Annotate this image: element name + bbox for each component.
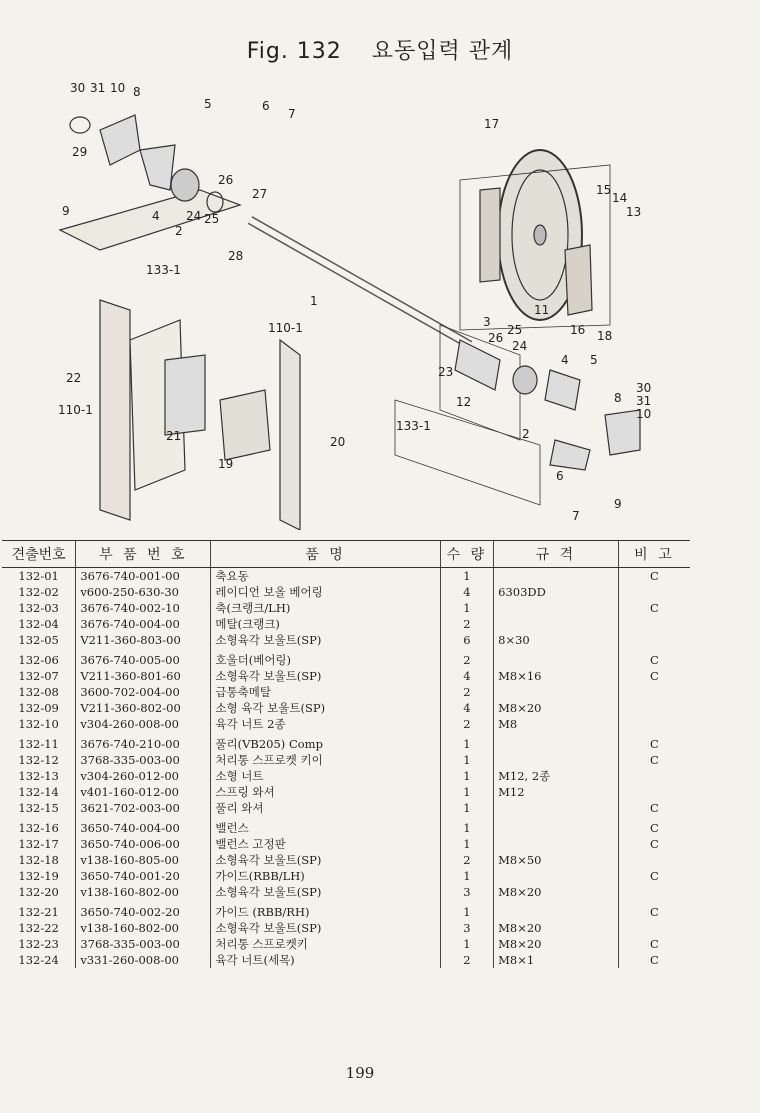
row-remark: [618, 584, 690, 600]
row-part-no: 3676-740-210-00: [76, 732, 211, 752]
row-part-no: V211-360-802-00: [76, 700, 211, 716]
row-qty: 1: [440, 784, 493, 800]
row-item-no: 132-11: [18, 737, 59, 751]
callout-label: 4: [152, 209, 160, 223]
row-spec: M8×20: [494, 936, 619, 952]
table-row: [2, 868, 690, 884]
row-part-no: 3621-702-003-00: [76, 800, 211, 816]
figure-label: Fig. 132: [246, 39, 342, 64]
callout-label: 28: [228, 249, 244, 263]
page-number: 199: [345, 1064, 375, 1082]
row-name: 축(크랭크/LH): [211, 600, 440, 616]
row-part-no: 3650-740-004-00: [76, 816, 211, 836]
row-qty: 1: [440, 568, 493, 585]
row-qty: 2: [440, 648, 493, 668]
row-item-no: 132-01: [18, 569, 59, 583]
callout-label: 31: [90, 81, 106, 95]
row-part-no: 3676-740-004-00: [76, 616, 211, 632]
row-name: 소형육각 보울트(SP): [211, 668, 440, 684]
row-item-no: 132-14: [18, 785, 59, 799]
row-remark: C: [618, 836, 690, 852]
callout-label: 9: [614, 497, 622, 511]
row-name: 밸런스: [211, 816, 440, 836]
table-row: [2, 800, 690, 816]
callout-label: 10: [636, 407, 652, 421]
callout-label: 5: [590, 353, 598, 367]
callout-label: 30: [636, 381, 652, 395]
row-remark: [618, 768, 690, 784]
row-remark: [618, 920, 690, 936]
row-part-no: v138-160-802-00: [76, 884, 211, 900]
callout-label: 1: [310, 294, 318, 308]
row-item-no: 132-10: [18, 717, 59, 731]
callout-label: 27: [252, 187, 268, 201]
callout-label: 11: [534, 303, 550, 317]
row-qty: 2: [440, 852, 493, 868]
table-body: [2, 568, 690, 969]
row-item-no: 132-24: [18, 953, 59, 967]
row-qty: 2: [440, 616, 493, 632]
row-item-no: 132-08: [18, 685, 59, 699]
row-remark: C: [618, 752, 690, 768]
table-row: [2, 584, 690, 600]
table-row: [2, 816, 690, 836]
callout-label: 31: [636, 394, 652, 408]
row-name: 소형육각 보울트(SP): [211, 920, 440, 936]
table-row: [2, 716, 690, 732]
row-name: 소형육각 보울트(SP): [211, 852, 440, 868]
row-qty: 2: [440, 684, 493, 700]
row-part-no: v138-160-805-00: [76, 852, 211, 868]
row-remark: [618, 784, 690, 800]
table-row: [2, 684, 690, 700]
callout-label: 7: [572, 509, 580, 523]
row-spec: [494, 816, 619, 836]
row-spec: [494, 732, 619, 752]
row-name: 처리통 스프로켓키: [211, 936, 440, 952]
row-remark: [618, 884, 690, 900]
exploded-parts-diagram: [0, 70, 760, 530]
callout-label: 14: [612, 191, 628, 205]
row-item-no: 132-16: [18, 821, 59, 835]
callout-label: 16: [570, 323, 586, 337]
row-remark: [618, 700, 690, 716]
row-item-no: 132-13: [18, 769, 59, 783]
row-item-no: 132-02: [18, 585, 59, 599]
row-name: 육각 너트(세목): [211, 952, 440, 968]
callout-label: 20: [330, 435, 346, 449]
row-remark: C: [618, 800, 690, 816]
row-item-no: 132-17: [18, 837, 59, 851]
callout-label: 8: [614, 391, 622, 405]
callout-label: 26: [488, 331, 504, 345]
row-qty: 1: [440, 800, 493, 816]
row-item-no: 132-15: [18, 801, 59, 815]
row-item-no: 132-21: [18, 905, 59, 919]
row-spec: [494, 868, 619, 884]
row-remark: C: [618, 952, 690, 968]
row-item-no: 132-18: [18, 853, 59, 867]
callout-label: 12: [456, 395, 472, 409]
figure-name: 요동입력 관계: [371, 39, 514, 64]
callout-label: 6: [262, 99, 270, 113]
row-part-no: v304-260-008-00: [76, 716, 211, 732]
row-qty: 3: [440, 920, 493, 936]
row-item-no: 132-23: [18, 937, 59, 951]
row-spec: M8: [494, 716, 619, 732]
row-name: 소형육각 보울트(SP): [211, 884, 440, 900]
row-item-no: 132-22: [18, 921, 59, 935]
row-qty: 1: [440, 836, 493, 852]
row-qty: 4: [440, 668, 493, 684]
callout-label: 2: [522, 427, 530, 441]
header-qty: 수 량: [440, 541, 493, 568]
row-item-no: 132-06: [18, 653, 59, 667]
callout-label: 24: [512, 339, 528, 353]
row-remark: C: [618, 936, 690, 952]
row-item-no: 132-05: [18, 633, 59, 647]
table-row: [2, 884, 690, 900]
callout-label: 21: [166, 429, 182, 443]
row-item-no: 132-04: [18, 617, 59, 631]
row-remark: C: [618, 900, 690, 920]
row-part-no: 3600-702-004-00: [76, 684, 211, 700]
row-qty: 3: [440, 884, 493, 900]
row-name: 스프링 와셔: [211, 784, 440, 800]
row-name: 급통축메탈: [211, 684, 440, 700]
row-spec: [494, 648, 619, 668]
table-row: [2, 632, 690, 648]
row-remark: [618, 852, 690, 868]
row-qty: 1: [440, 900, 493, 920]
row-spec: M8×1: [494, 952, 619, 968]
callout-label: 133-1: [146, 263, 181, 277]
row-spec: [494, 752, 619, 768]
row-item-no: 132-20: [18, 885, 59, 899]
row-remark: [618, 716, 690, 732]
row-name: 밸런스 고정판: [211, 836, 440, 852]
row-spec: M12, 2종: [494, 768, 619, 784]
row-remark: C: [618, 816, 690, 836]
row-spec: M8×20: [494, 920, 619, 936]
table-row: [2, 668, 690, 684]
row-part-no: V211-360-801-60: [76, 668, 211, 684]
row-remark: C: [618, 568, 690, 585]
table-row: [2, 784, 690, 800]
row-spec: [494, 800, 619, 816]
row-qty: 6: [440, 632, 493, 648]
row-qty: 1: [440, 768, 493, 784]
table-row: [2, 836, 690, 852]
row-name: 가이드(RBB/LH): [211, 868, 440, 884]
row-part-no: v138-160-802-00: [76, 920, 211, 936]
callout-label: 6: [556, 469, 564, 483]
header-name: 품 명: [211, 541, 440, 568]
callout-label: 22: [66, 371, 82, 385]
table-row: [2, 616, 690, 632]
row-name: 처리통 스프로켓 키이: [211, 752, 440, 768]
row-qty: 4: [440, 584, 493, 600]
row-qty: 1: [440, 816, 493, 836]
row-remark: [618, 632, 690, 648]
table-row: [2, 732, 690, 752]
row-qty: 4: [440, 700, 493, 716]
row-spec: M8×50: [494, 852, 619, 868]
row-name: 소형육각 보울트(SP): [211, 632, 440, 648]
row-remark: C: [618, 668, 690, 684]
callout-label: 19: [218, 457, 234, 471]
row-spec: 8×30: [494, 632, 619, 648]
table-row: [2, 568, 690, 585]
row-part-no: 3676-740-001-00: [76, 568, 211, 585]
table-row: [2, 768, 690, 784]
header-item-no: 견출번호: [2, 541, 76, 568]
row-item-no: 132-19: [18, 869, 59, 883]
row-part-no: 3676-740-002-10: [76, 600, 211, 616]
row-item-no: 132-07: [18, 669, 59, 683]
row-name: 풀리 와셔: [211, 800, 440, 816]
table-row: [2, 900, 690, 920]
row-name: 풀리(VB205) Comp: [211, 732, 440, 752]
callout-label: 110-1: [58, 403, 93, 417]
callout-label: 3: [483, 315, 491, 329]
row-part-no: v331-260-008-00: [76, 952, 211, 968]
callout-label: 18: [597, 329, 613, 343]
table-row: [2, 648, 690, 668]
row-part-no: 3650-740-001-20: [76, 868, 211, 884]
row-name: 호울더(베어링): [211, 648, 440, 668]
row-spec: [494, 600, 619, 616]
header-spec: 규 격: [494, 541, 619, 568]
parts-table: [2, 540, 690, 968]
callout-label: 29: [72, 145, 88, 159]
row-name: 축요동: [211, 568, 440, 585]
callout-label: 25: [204, 212, 220, 226]
row-remark: C: [618, 732, 690, 752]
row-qty: 1: [440, 600, 493, 616]
callout-label: 9: [62, 204, 70, 218]
table-header-row: [2, 541, 690, 568]
callout-label: 5: [204, 97, 212, 111]
row-part-no: 3650-740-002-20: [76, 900, 211, 920]
row-spec: [494, 616, 619, 632]
row-qty: 2: [440, 952, 493, 968]
row-remark: [618, 684, 690, 700]
callout-label: 17: [484, 117, 500, 131]
row-spec: M8×16: [494, 668, 619, 684]
table-row: [2, 952, 690, 968]
row-qty: 1: [440, 752, 493, 768]
row-item-no: 132-03: [18, 601, 59, 615]
callout-label: 25: [507, 323, 523, 337]
row-part-no: v600-250-630-30: [76, 584, 211, 600]
row-part-no: 3676-740-005-00: [76, 648, 211, 668]
row-part-no: 3768-335-003-00: [76, 752, 211, 768]
row-spec: 6303DD: [494, 584, 619, 600]
row-spec: [494, 900, 619, 920]
row-part-no: 3650-740-006-00: [76, 836, 211, 852]
table-row: [2, 700, 690, 716]
callout-label: 8: [133, 85, 141, 99]
row-part-no: v304-260-012-00: [76, 768, 211, 784]
table-row: [2, 600, 690, 616]
table-row: [2, 752, 690, 768]
row-spec: [494, 568, 619, 585]
row-name: 메탈(크랭크): [211, 616, 440, 632]
callout-label: 23: [438, 365, 454, 379]
row-name: 가이드 (RBB/RH): [211, 900, 440, 920]
callout-label: 110-1: [268, 321, 303, 335]
callout-label: 4: [561, 353, 569, 367]
row-spec: [494, 684, 619, 700]
row-name: 소형 육각 보울트(SP): [211, 700, 440, 716]
callout-label: 13: [626, 205, 642, 219]
callout-label: 10: [110, 81, 126, 95]
callout-label: 24: [186, 209, 202, 223]
row-name: 육각 너트 2종: [211, 716, 440, 732]
row-spec: M8×20: [494, 700, 619, 716]
callout-label: 7: [288, 107, 296, 121]
callout-label: 30: [70, 81, 86, 95]
row-remark: C: [618, 648, 690, 668]
row-spec: M8×20: [494, 884, 619, 900]
row-qty: 1: [440, 732, 493, 752]
header-remark: 비 고: [618, 541, 690, 568]
row-part-no: V211-360-803-00: [76, 632, 211, 648]
row-name: 레이디언 보올 베어링: [211, 584, 440, 600]
callout-label: 2: [175, 224, 183, 238]
table-row: [2, 852, 690, 868]
callout-label: 15: [596, 183, 612, 197]
table-row: [2, 936, 690, 952]
row-spec: [494, 836, 619, 852]
row-item-no: 132-12: [18, 753, 59, 767]
row-qty: 2: [440, 716, 493, 732]
row-qty: 1: [440, 936, 493, 952]
callout-label: 26: [218, 173, 234, 187]
table-row: [2, 920, 690, 936]
row-remark: C: [618, 600, 690, 616]
callout-label: 133-1: [396, 419, 431, 433]
row-remark: C: [618, 868, 690, 884]
row-remark: [618, 616, 690, 632]
row-name: 소형 너트: [211, 768, 440, 784]
header-part-no: 부 품 번 호: [76, 541, 211, 568]
row-spec: M12: [494, 784, 619, 800]
row-qty: 1: [440, 868, 493, 884]
row-part-no: 3768-335-003-00: [76, 936, 211, 952]
figure-title: [0, 34, 760, 65]
row-part-no: v401-160-012-00: [76, 784, 211, 800]
row-item-no: 132-09: [18, 701, 59, 715]
